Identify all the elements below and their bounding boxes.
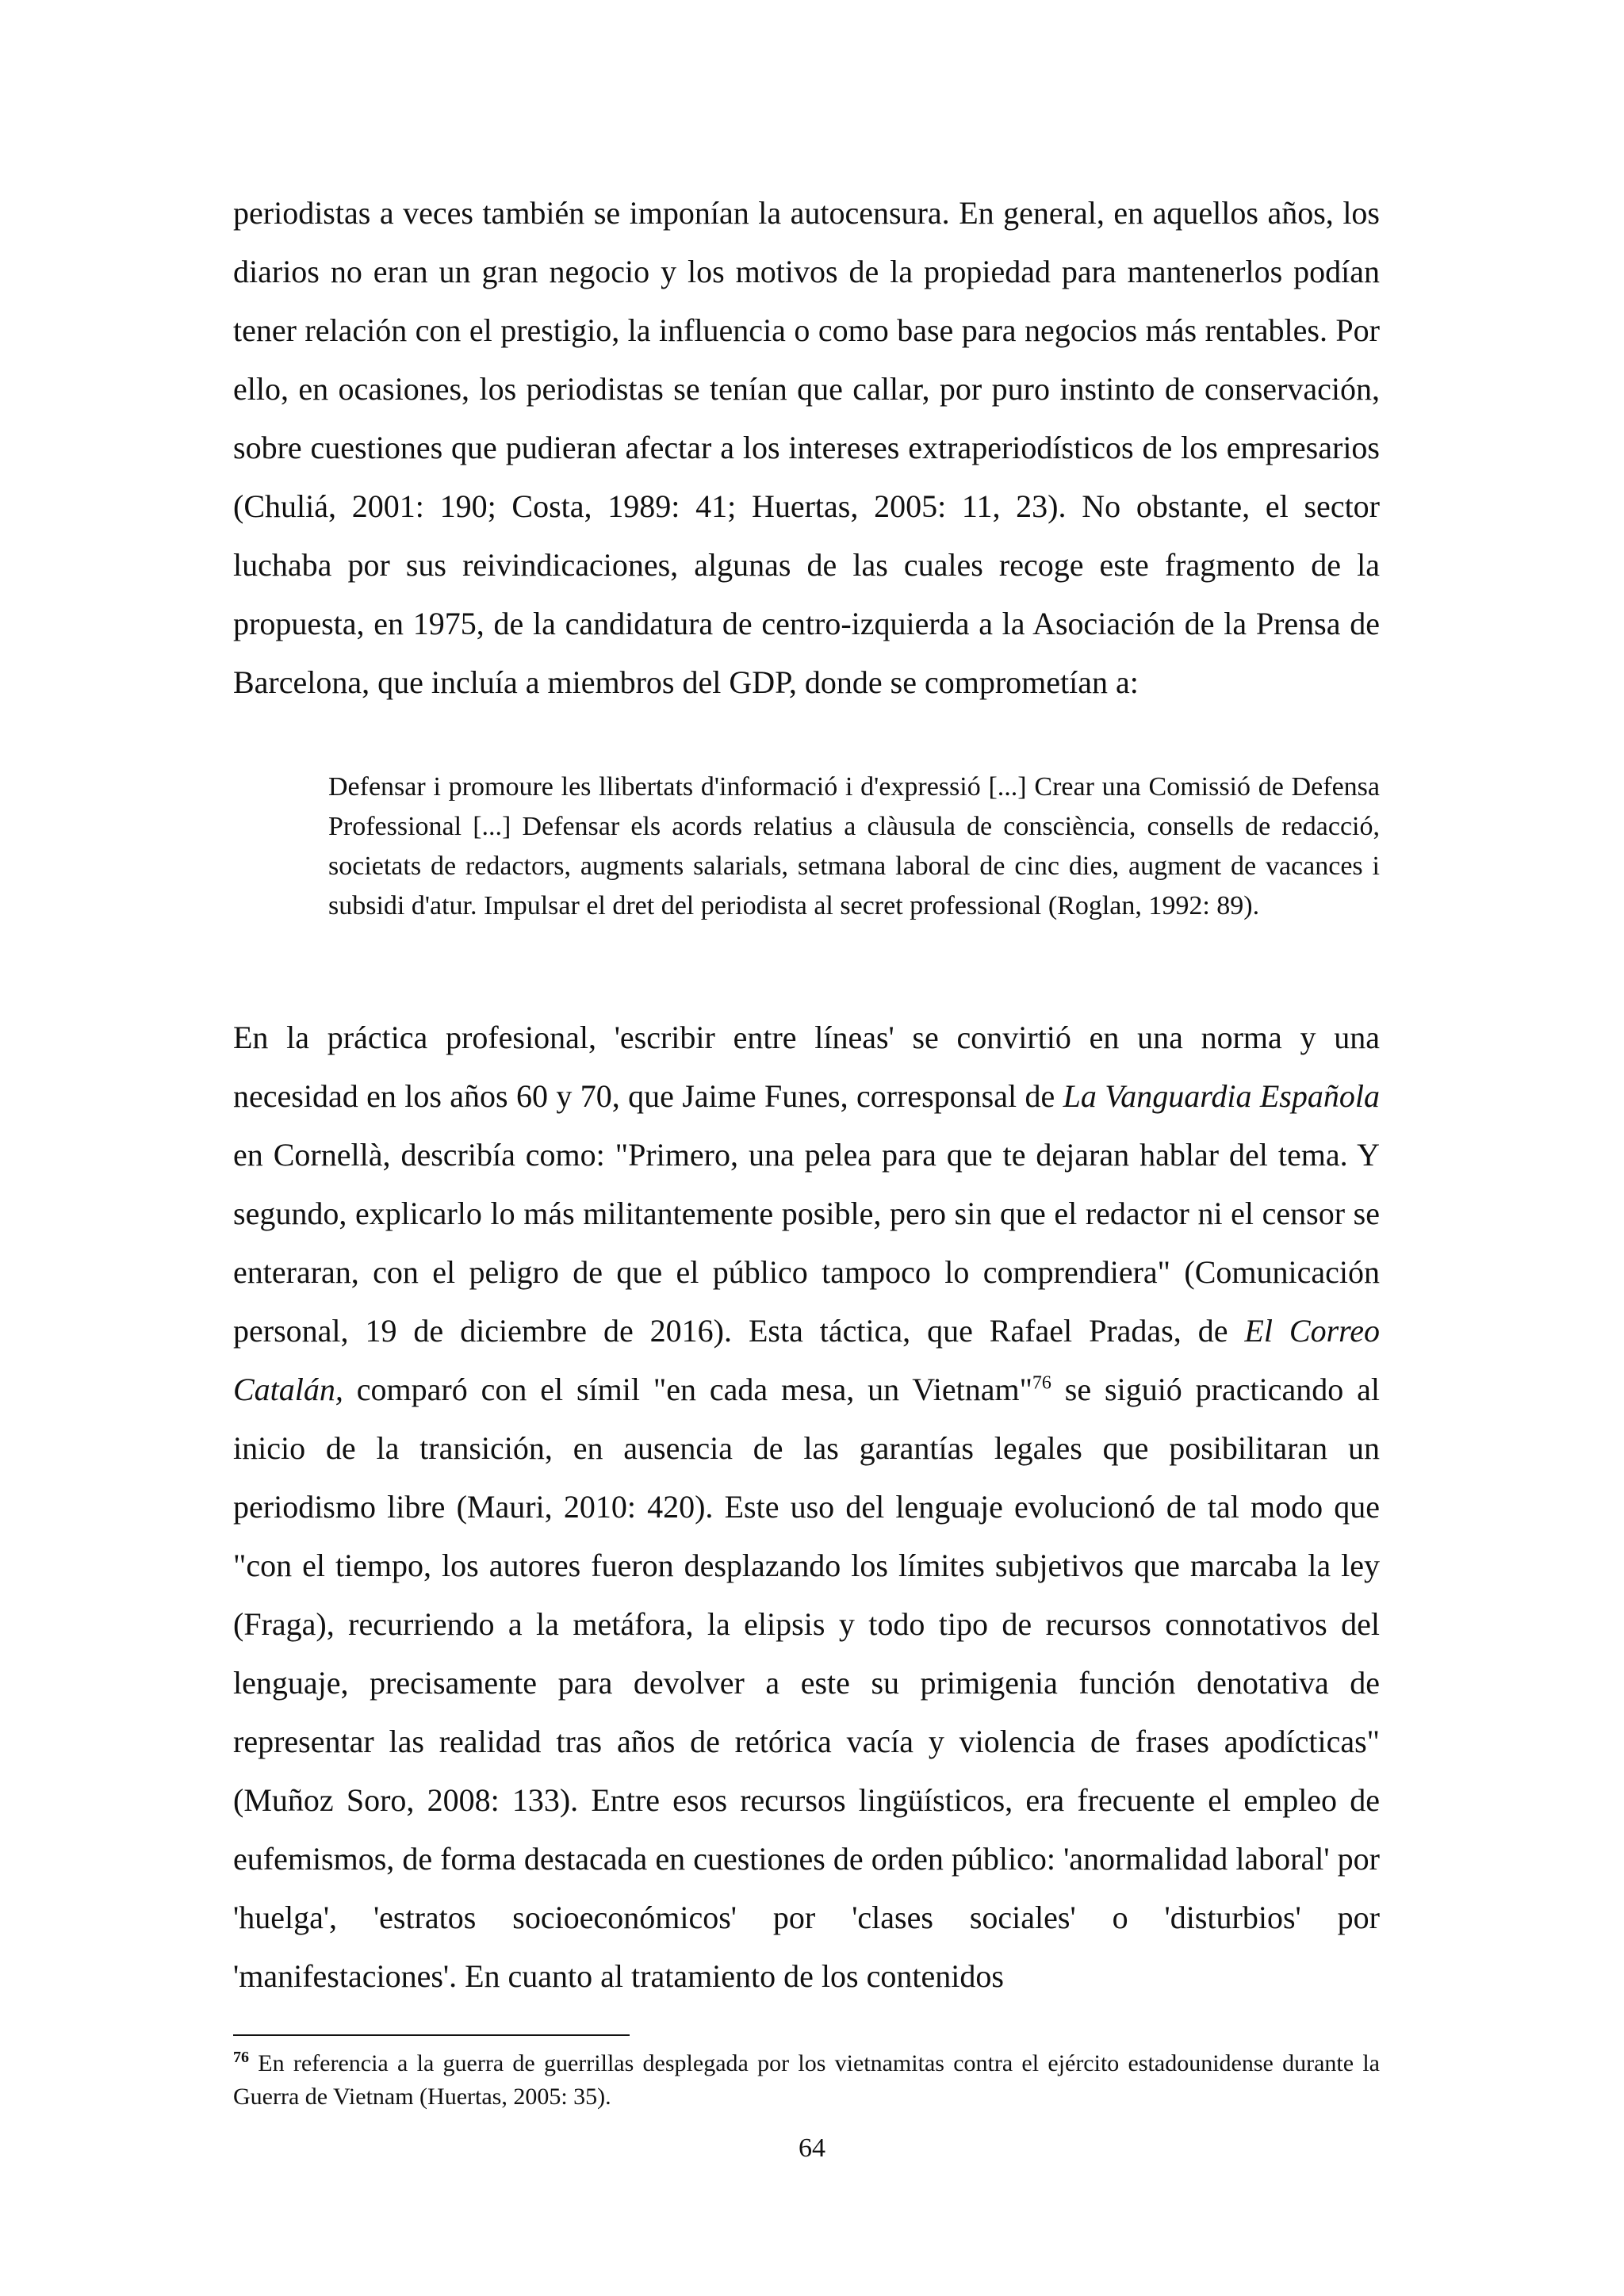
footnote-separator — [233, 2034, 630, 2036]
paragraph-1-text: periodistas a veces también se imponían la autocensura. En general, en aquellos años, los diarios no eran un gran negocio y los motivos de la propiedad para mantenerlos podían tener relación con el prestigio, la influencia o como base para negocios más rentables. Por ello, en ocasiones, los periodistas se tenían que callar, por puro instinto de conservación, sobre cuestiones que pudieran afectar a los intereses extraperiodísticos de los empresarios (Chuliá, 2001: 190; Costa, 1989: 41; Huertas, 2005: 11, 23). No obstante, el sector luchaba por sus reivindicaciones, algunas de las cuales recoge este fragmento de la propuesta, en 1975, de la candidatura de centro-izquierda a la Asociación de la Prensa de Barcelona, que incluía a miembros del GDP, donde se comprometían a: — [233, 195, 1380, 700]
newspaper-title-el-correo: El Correo Catalán, — [233, 1313, 1380, 1407]
body-paragraph-2 — [233, 1008, 1380, 2006]
newspaper-title-la-vanguardia: La Vanguardia Española — [1063, 1078, 1380, 1114]
page-number: 64 — [799, 2133, 825, 2163]
footnote-reference[interactable]: 76 — [1032, 1372, 1051, 1394]
paragraph-2-text-a: En la práctica profesional, 'escribir entre líneas' se convirtió en una norma y una necesidad en los años 60 y 70, que Jaime Funes, corresponsal de — [233, 1020, 1380, 1114]
paragraph-2-text-b: en Cornellà, describía como: "Primero, una pelea para que te dejaran hablar del tema. Y segundo, explicarlo lo más militantemente posible, pero sin que el redactor ni el censor se enteraran, con el peligro de que el público tampoco lo comprendiera" (Comunicación personal, 19 de diciembre de 2016). Esta táctica, que Rafael Pradas, de — [233, 1137, 1380, 1349]
paragraph-2-text-c: comparó con el símil "en cada mesa, un Vietnam" — [343, 1372, 1032, 1407]
paragraph-2-text-d: se siguió practicando al inicio de la transición, en ausencia de las garantías legales que posibilitaran un periodismo libre (Mauri, 2010: 420). Este uso del lenguaje evolucionó de tal modo que "con el tiempo, los autores fueron desplazando los límites subjetivos que marcaba la ley (Fraga), recurriendo a la metáfora, la elipsis y todo tipo de recursos connotativos del lenguaje, precisamente para devolver a este su primigenia función denotativa de representar las realidad tras años de retórica vacía y violencia de frases apodícticas" (Muñoz Soro, 2008: 133). Entre esos recursos lingüísticos, era frecuente el empleo de eufemismos, de forma destacada en cuestiones de orden público: 'anormalidad laboral' por 'huelga', 'estratos socioeconómicos' por 'clases sociales' o 'disturbios' por 'manifestaciones'. En cuanto al tratamiento de los contenidos — [233, 1372, 1380, 1994]
block-quote: Defensar i promoure les llibertats d'informació i d'expressió [...] Crear una Comissió de Defensa Professional [...] Defensar els acords relatius a clàusula de consciència, consells de redacció, societats de redactors, augments salarials, setmana laboral de cinc dies, augment de vacances i subsidi d'atur. Impulsar el dret del periodista al secret professional (Roglan, 1992: 89). — [328, 772, 1380, 920]
footnote-text: En referencia a la guerra de guerrillas desplegada por los vietnamitas contra el ejército estadounidense durante la Guerra de Vietnam (Huertas, 2005: 35). — [233, 2050, 1380, 2110]
body-paragraph-1 — [233, 184, 1380, 712]
footnote-number: 76 — [233, 2049, 249, 2066]
footnote — [233, 2047, 1380, 2114]
